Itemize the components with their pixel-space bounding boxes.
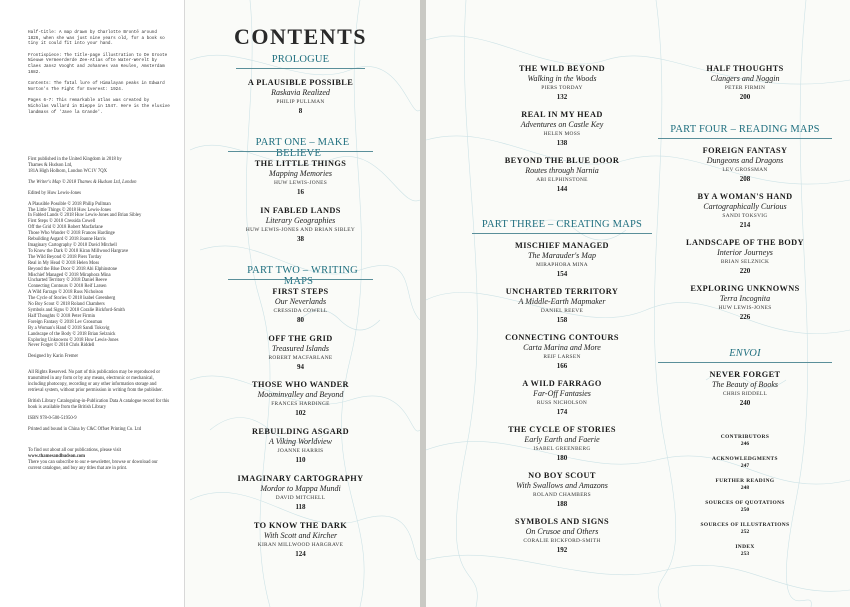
entry-subtitle: Routes through Narnia: [525, 166, 599, 175]
entry-author: HUW LEWIS-JONES AND BRIAN SIBLEY: [245, 227, 356, 233]
section-rule: [658, 362, 832, 363]
essay-credit-line: Imaginary Cartography © 2018 David Mitchell: [28, 243, 117, 248]
isbn: ISBN 978-0-500-51950-9: [28, 415, 77, 421]
website-link[interactable]: www.thamesandhudson.com: [28, 454, 86, 460]
toc-entry[interactable]: [472, 287, 652, 324]
toc-entry[interactable]: [472, 241, 652, 278]
entry-page: 226: [739, 313, 751, 321]
entry-page: 138: [556, 139, 568, 147]
back-matter-page: 250: [740, 507, 750, 513]
published-line-3: 181A High Holborn, London WC1V 7QX: [28, 168, 107, 174]
entry-page: 154: [556, 270, 568, 278]
entry-title: IN FABLED LANDS: [260, 206, 341, 215]
rights-notice: All Rights Reserved. No part of this publication may be reproduced or transmitted in any form or by any means, electronic or mechanical, including photocopy, recording or any other information storage and retrieval system, without prior permission in writing from the publisher.: [28, 370, 163, 393]
entry-author: HELEN MOSS: [543, 131, 581, 137]
entry-page: 118: [295, 503, 306, 511]
back-matter-item[interactable]: [650, 456, 840, 469]
back-matter-page: 247: [740, 463, 750, 469]
entry-author: FRANCES HARDINGE: [271, 401, 330, 407]
entry-page: 124: [295, 550, 306, 558]
toc-column-right: [650, 0, 840, 607]
entry-author: DAVID MITCHELL: [275, 495, 326, 501]
entry-subtitle: The Beauty of Books: [712, 380, 778, 389]
entry-page: 166: [556, 362, 568, 370]
right-page: [426, 0, 850, 607]
toc-entry[interactable]: [650, 370, 840, 407]
entry-author: PETER FIRMIN: [724, 85, 766, 91]
entry-page: 188: [556, 500, 568, 508]
entry-page: 208: [739, 175, 751, 183]
toc-entry[interactable]: [472, 517, 652, 554]
find-out-text: To find out about all our publications, please visit: [28, 448, 122, 454]
entry-subtitle: Adventures on Castle Key: [520, 120, 604, 129]
entry-author: JOANNE HARRIS: [277, 448, 324, 454]
entry-title: EXPLORING UNKNOWNS: [690, 284, 800, 293]
entry-subtitle: Walking in the Woods: [527, 74, 597, 83]
entry-title: BY A WOMAN'S HAND: [697, 192, 793, 201]
credits-column: [0, 0, 185, 607]
entry-title: REBUILDING ASGARD: [252, 427, 349, 436]
entry-title: LANDSCAPE OF THE BODY: [686, 238, 804, 247]
entry-page: 80: [297, 316, 304, 324]
toc-entry[interactable]: [650, 146, 840, 183]
entry-subtitle: Cartographically Curious: [703, 202, 787, 211]
entry-page: 174: [556, 408, 568, 416]
section-rule: [472, 233, 652, 234]
essay-credit-line: Half Thoughts © 2018 Peter Firmin: [28, 313, 96, 319]
entry-author: BRIAN SELZNICK: [720, 259, 770, 265]
essay-credit-line: No Boy Scout © 2018 Roland Chambers: [28, 302, 105, 308]
section-part-two: [228, 265, 373, 287]
entry-subtitle: Our Neverlands: [274, 297, 327, 306]
back-matter-title: SOURCES OF ILLUSTRATIONS: [700, 522, 790, 528]
edited-by: Edited by Huw Lewis-Jones: [28, 190, 81, 196]
newsletter-text: There you can subscribe to our e-newsletter, browse or download our current catalogue, and buy any titles that are in print.: [28, 460, 158, 472]
essay-credit-line: The Cycle of Stories © 2018 Isabel Greenberg: [28, 296, 116, 302]
entry-subtitle: Carta Marina and More: [523, 343, 601, 352]
essay-credit-line: Real in My Head © 2018 Helen Moss: [28, 260, 100, 266]
essay-credit-line: Those Who Wander © 2018 Frances Hardinge: [28, 231, 115, 237]
entry-page: 220: [739, 267, 751, 275]
entry-author: PHILIP PULLMAN: [276, 99, 325, 105]
entry-page: 16: [297, 188, 304, 196]
section-part-four-label: PART FOUR – READING MAPS: [670, 124, 820, 135]
frontispiece-note: Frontispiece: The title-page illustration to De Groote Nieuwe Vermeerderde Zee-Atlas ofte Water-Werelt by Claes Jansz Vooght and Johannes van Keulen, Amsterdam 1682.: [28, 52, 170, 75]
essay-credit-line: In Fabled Lands © 2018 Huw Lewis-Jones and Brian Sibley: [28, 213, 142, 219]
half-title-note: Half-title: A map drawn by Charlotte Brontë around 1826, when she was just nine years old, for a book so tiny it could fit into your hand.: [28, 30, 168, 47]
back-matter-page: 248: [740, 485, 750, 491]
toc-entry[interactable]: [472, 471, 652, 508]
section-envoi: [658, 348, 832, 359]
entry-title: THE CYCLE OF STORIES: [508, 425, 616, 434]
entry-author: ROLAND CHAMBERS: [533, 492, 591, 498]
entry-author: CHRIS RIDDELL: [722, 391, 768, 397]
toc-column-left: [198, 0, 403, 607]
section-prologue-label: PROLOGUE: [271, 54, 330, 65]
essay-credit-line: Off the Grid © 2018 Robert Macfarlane: [28, 225, 103, 231]
toc-entry[interactable]: [198, 334, 403, 371]
back-matter-item[interactable]: [650, 500, 840, 513]
entry-subtitle: Mapping Memories: [269, 169, 332, 178]
essay-credit-line: Rebuilding Asgard © 2018 Joanne Harris: [28, 237, 106, 243]
toc-entry[interactable]: [198, 474, 403, 511]
back-matter-page: 253: [740, 551, 750, 557]
contents-heading: CONTENTS: [233, 24, 368, 49]
entry-title: OFF THE GRID: [268, 334, 333, 343]
section-part-three-label: PART THREE – CREATING MAPS: [481, 219, 643, 230]
entry-title: CONNECTING CONTOURS: [505, 333, 619, 342]
entry-author: HUW LEWIS-JONES: [273, 180, 328, 186]
essay-credit-line: Connecting Contours © 2018 Reif Larsen: [28, 284, 107, 290]
section-part-four: [658, 124, 832, 135]
entry-subtitle: A Middle-Earth Mapmaker: [518, 297, 606, 306]
toc-entry[interactable]: [198, 380, 403, 417]
entry-title: THE WILD BEYOND: [518, 64, 606, 73]
entry-page: 110: [295, 456, 306, 464]
toc-column-middle: [472, 0, 652, 607]
toc-entry[interactable]: [472, 156, 652, 193]
essay-credit-line: Landscape of the Body © 2018 Brian Selznick: [28, 331, 116, 337]
entry-title: REAL IN MY HEAD: [521, 110, 603, 119]
toc-entry[interactable]: [198, 78, 403, 115]
entry-title: THOSE WHO WANDER: [252, 380, 349, 389]
back-matter-title: CONTRIBUTORS: [720, 434, 770, 440]
entry-subtitle: Dungeons and Dragons: [706, 156, 784, 165]
designed-by: Designed by Karin Fremer: [28, 354, 79, 360]
essay-credit-line: The Little Things © 2018 Huw Lewis-Jones: [28, 207, 111, 213]
entry-author: SANDI TOKSVIG: [722, 213, 768, 219]
back-matter-title: SOURCES OF QUOTATIONS: [705, 500, 785, 506]
entry-subtitle: On Crusoe and Others: [525, 527, 599, 536]
entry-author: DANIEL REEVE: [540, 308, 584, 314]
essay-credit-line: A Wild Farrago © 2018 Russ Nicholson: [28, 290, 104, 296]
essay-credits-list: [28, 202, 170, 350]
entry-author: REIF LARSEN: [543, 354, 581, 360]
entry-page: 158: [556, 316, 568, 324]
back-matter-item[interactable]: [650, 478, 840, 491]
published-line-2: Thames & Hudson Ltd,: [28, 163, 73, 169]
entry-subtitle: Treasured Islands: [272, 344, 329, 353]
entry-author: MIRAPHORA MINA: [536, 262, 588, 268]
entry-title: SYMBOLS AND SIGNS: [515, 517, 609, 526]
entry-author: LEV GROSSMAN: [722, 167, 768, 173]
entry-subtitle: With Scott and Kircher: [263, 531, 338, 540]
essay-credit-line: Symbols and Signs © 2018 Coralie Bickford-Smith: [28, 307, 125, 313]
back-matter-item[interactable]: [650, 434, 840, 447]
entry-subtitle: Raskavia Realized: [271, 88, 330, 97]
essay-credit-line: By a Woman's Hand © 2018 Sandi Toksvig: [28, 325, 110, 331]
entry-page: 180: [556, 454, 568, 462]
entry-page: 240: [739, 399, 751, 407]
contents-note: Contents: The fatal lure of Himalayan peaks in Edward Norton's The Fight for Everest: 1924.: [28, 81, 168, 92]
entry-author: PIERS TORDAY: [541, 85, 583, 91]
back-matter-title: FURTHER READING: [715, 478, 775, 484]
essay-credit-line: First Steps © 2018 Cressida Cowell: [28, 219, 96, 225]
section-rule: [236, 68, 365, 69]
toc-entry[interactable]: [472, 64, 652, 101]
back-matter-item[interactable]: [650, 544, 840, 557]
back-matter-item[interactable]: [650, 522, 840, 535]
toc-entry[interactable]: [650, 192, 840, 229]
entry-page: 94: [297, 363, 304, 371]
entry-subtitle: A Viking Worldview: [269, 437, 332, 446]
section-part-one: [228, 137, 373, 159]
entry-title: FIRST STEPS: [272, 287, 329, 296]
entry-subtitle: Interior Journeys: [717, 248, 773, 257]
entry-title: IMAGINARY CARTOGRAPHY: [237, 474, 364, 483]
essay-credit-line: To Know the Dark © 2018 Kiran Millwood Hargrave: [28, 248, 129, 254]
printed-in: Printed and bound in China by C&C Offset Printing Co. Ltd: [28, 426, 142, 432]
entry-page: 200: [739, 93, 751, 101]
entry-author: CORALIE BICKFORD-SMITH: [523, 538, 601, 544]
toc-entry[interactable]: [650, 238, 840, 275]
entry-page: 132: [556, 93, 568, 101]
back-matter-title: ACKNOWLEDGMENTS: [712, 456, 778, 462]
essay-credit-line: Exploring Unknowns © 2018 Huw Lewis-Jones: [28, 337, 119, 343]
entry-title: MISCHIEF MANAGED: [515, 241, 609, 250]
entry-page: 102: [295, 409, 306, 417]
entry-subtitle: With Swallows and Amazons: [516, 481, 608, 490]
entry-subtitle: The Marauder's Map: [528, 251, 596, 260]
published-line-1: First published in the United Kingdom in 2018 by: [28, 157, 122, 163]
entry-title: NEVER FORGET: [709, 370, 781, 379]
section-rule: [658, 138, 832, 139]
section-part-three: [472, 219, 652, 230]
pages-note: Pages 6-7: This remarkable atlas was created by Nicholas Vallard in Dieppe in 1547. Here is the elusive landmass of 'Jave la Grande'.: [28, 98, 173, 115]
entry-subtitle: Literary Geographies: [265, 216, 336, 225]
entry-subtitle: Terra Incognita: [719, 294, 771, 303]
essay-credit-line: Beyond the Blue Door © 2018 Abi Elphinstone: [28, 266, 118, 272]
toc-entry[interactable]: [472, 333, 652, 370]
toc-entry[interactable]: [650, 284, 840, 321]
toc-entry[interactable]: [650, 64, 840, 101]
entry-title: TO KNOW THE DARK: [253, 521, 348, 530]
section-part-two-label: PART TWO – WRITING MAPS: [247, 265, 358, 287]
entry-author: KIRAN MILLWOOD HARGRAVE: [257, 542, 344, 548]
toc-entry[interactable]: [198, 287, 403, 324]
essay-credit-line: Never Forget © 2018 Chris Riddell: [28, 343, 95, 349]
toc-entry[interactable]: [198, 521, 403, 558]
entry-title: FOREIGN FANTASY: [702, 146, 788, 155]
section-envoi-label: ENVOI: [729, 348, 761, 359]
entry-page: 192: [556, 546, 568, 554]
cip-notice: British Library Cataloguing-in-Publication Data A catalogue record for this book is available from the British Library: [28, 398, 170, 410]
entry-page: 8: [298, 107, 303, 115]
entry-subtitle: Clangers and Noggin: [710, 74, 780, 83]
entry-subtitle: Far-Off Fantasies: [533, 389, 591, 398]
copyright-line: The Writer's Map © 2018 Thames & Hudson Ltd, London: [28, 179, 137, 185]
toc-entry[interactable]: [472, 425, 652, 462]
entry-author: ROBERT MACFARLANE: [268, 355, 333, 361]
essay-credit-line: The Wild Beyond © 2018 Piers Torday: [28, 254, 102, 260]
toc-entry[interactable]: [198, 159, 403, 196]
entry-title: A PLAUSIBLE POSSIBLE: [247, 78, 354, 87]
entry-subtitle: Moominvalley and Beyond: [257, 390, 344, 399]
section-rule: [228, 279, 373, 280]
toc-entry[interactable]: [198, 427, 403, 464]
entry-title: A WILD FARRAGO: [522, 379, 602, 388]
entry-title: THE LITTLE THINGS: [254, 159, 347, 168]
toc-entry[interactable]: [472, 379, 652, 416]
toc-entry[interactable]: [472, 110, 652, 147]
entry-subtitle: Early Earth and Faerie: [524, 435, 600, 444]
section-prologue: [236, 54, 365, 65]
back-matter-page: 246: [740, 441, 750, 447]
entry-page: 38: [297, 235, 304, 243]
entry-title: BEYOND THE BLUE DOOR: [504, 156, 620, 165]
entry-subtitle: Mordor to Mappa Mundi: [260, 484, 341, 493]
entry-author: ABI ELPHINSTONE: [536, 177, 588, 183]
entry-title: UNCHARTED TERRITORY: [505, 287, 619, 296]
section-rule: [228, 151, 373, 152]
back-matter-page: 252: [740, 529, 750, 535]
toc-entry[interactable]: [198, 206, 403, 243]
essay-credit-line: Uncharted Territory © 2018 Daniel Reeve: [28, 278, 108, 284]
entry-author: CRESSIDA COWELL: [273, 308, 328, 314]
entry-author: RUSS NICHOLSON: [536, 400, 588, 406]
essay-credit-line: Mischief Managed © 2018 Miraphora Mina: [28, 272, 111, 278]
section-part-one-label: PART ONE – MAKE BELIEVE: [255, 137, 350, 159]
entry-title: HALF THOUGHTS: [706, 64, 784, 73]
entry-author: HUW LEWIS-JONES: [718, 305, 772, 311]
left-page: [0, 0, 420, 607]
essay-credit-line: Foreign Fantasy © 2018 Lev Grossman: [28, 319, 103, 325]
entry-title: NO BOY SCOUT: [528, 471, 596, 480]
back-matter-title: INDEX: [735, 544, 755, 550]
essay-credit-line: A Plausible Possible © 2018 Philip Pullman: [28, 201, 111, 207]
entry-page: 214: [739, 221, 751, 229]
entry-author: ISABEL GREENBERG: [533, 446, 591, 452]
entry-page: 144: [556, 185, 568, 193]
